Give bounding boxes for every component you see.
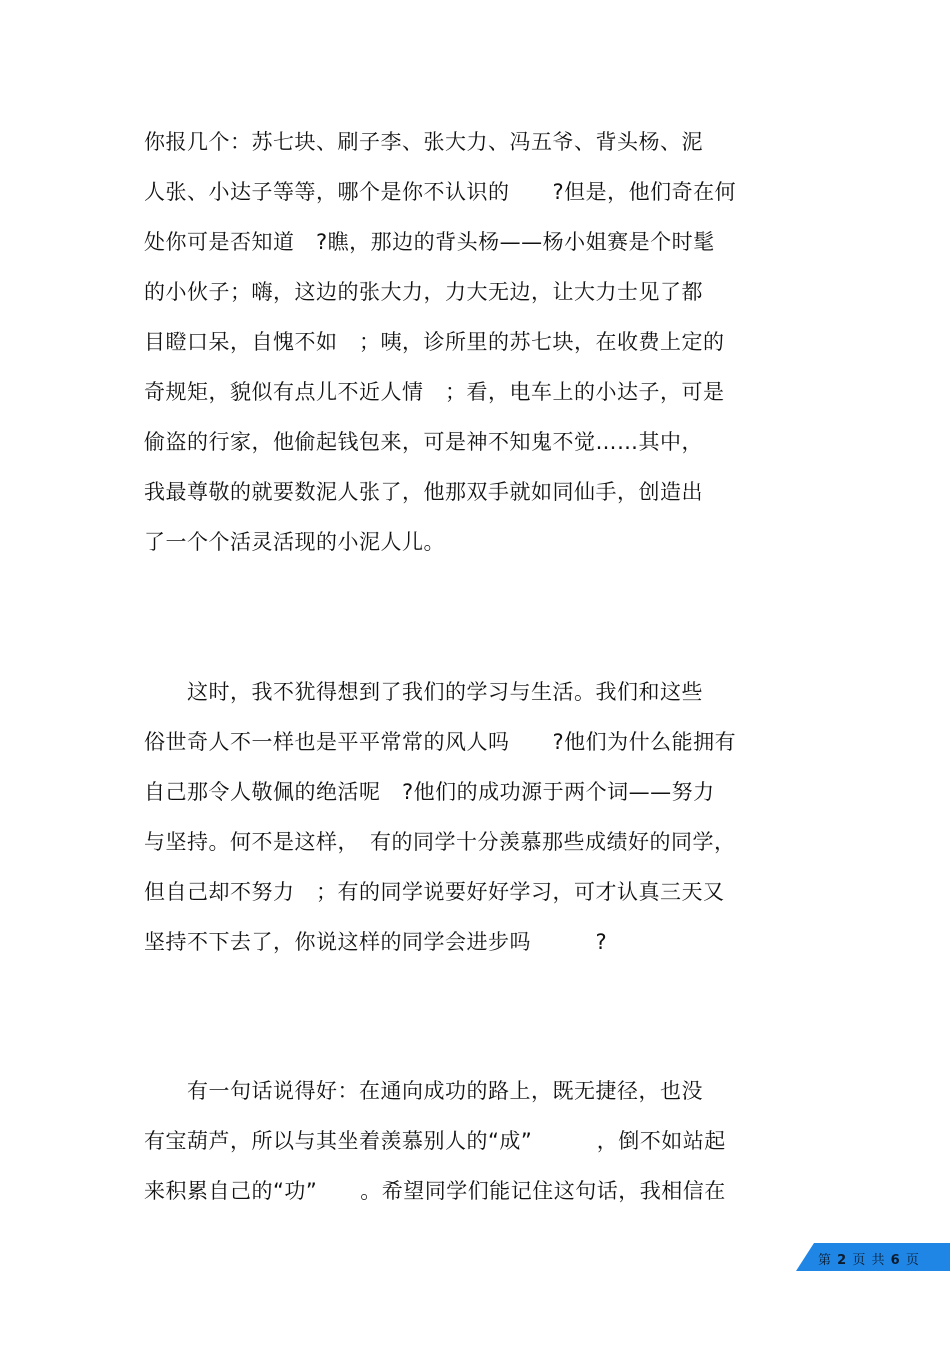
- paragraph-2-line-4: 与坚持。何不是这样， 有的同学十分羡慕那些成绩好的同学，: [144, 830, 736, 854]
- paragraph-1-line-3: 处你可是否知道 ?瞧，那边的背头杨——杨小姐赛是个时髦: [144, 230, 715, 254]
- paragraph-1-line-9: 了一个个活灵活现的小泥人儿。: [144, 530, 445, 554]
- paragraph-3-line-2: 有宝葫芦，所以与其坐着羡慕别人的“成” ，倒不如站起: [144, 1129, 726, 1153]
- page-middle-text: 页 共: [852, 1253, 886, 1268]
- paragraph-1-line-2: 人张、小达子等等，哪个是你不认识的 ?但是，他们奇在何: [144, 180, 737, 204]
- page-prefix: 第: [818, 1253, 833, 1268]
- paragraph-1-line-5: 目瞪口呆，自愧不如 ；咦，诊所里的苏七块，在收费上定的: [144, 330, 725, 354]
- paragraph-1-line-1: 你报几个：苏七块、刷子李、张大力、冯五爷、背头杨、泥: [144, 130, 703, 154]
- page-suffix: 页: [905, 1253, 920, 1268]
- paragraph-1-line-4: 的小伙子；嗨，这边的张大力，力大无边，让大力士见了都: [144, 280, 703, 304]
- paragraph-1-line-8: 我最尊敬的就要数泥人张了，他那双手就如同仙手，创造出: [144, 480, 703, 504]
- current-page-number: 2: [837, 1253, 848, 1268]
- paragraph-1-line-7: 偷盗的行家，他偷起钱包来，可是神不知鬼不觉……其中，: [144, 430, 703, 454]
- paragraph-3-line-3: 来积累自己的“功” 。希望同学们能记住这句话，我相信在: [144, 1179, 726, 1203]
- paragraph-2-line-2: 俗世奇人不一样也是平平常常的风人吗 ?他们为什么能拥有: [144, 730, 737, 754]
- paragraph-2-line-3: 自己那令人敬佩的绝活呢 ?他们的成功源于两个词——努力: [144, 780, 715, 804]
- paragraph-1-line-6: 奇规矩，貌似有点儿不近人情 ；看，电车上的小达子，可是: [144, 380, 725, 404]
- page-number-label: [818, 1249, 920, 1268]
- paragraph-2-line-6: 坚持不下去了，你说这样的同学会进步吗 ?: [144, 930, 608, 954]
- paragraph-2-line-1: 这时，我不犹得想到了我们的学习与生活。我们和这些: [144, 680, 703, 704]
- total-pages-number: 6: [890, 1253, 901, 1268]
- paragraph-3-line-1: 有一句话说得好：在通向成功的路上，既无捷径，也没: [144, 1079, 703, 1103]
- paragraph-2-line-5: 但自己却不努力 ；有的同学说要好好学习，可才认真三天又: [144, 880, 725, 904]
